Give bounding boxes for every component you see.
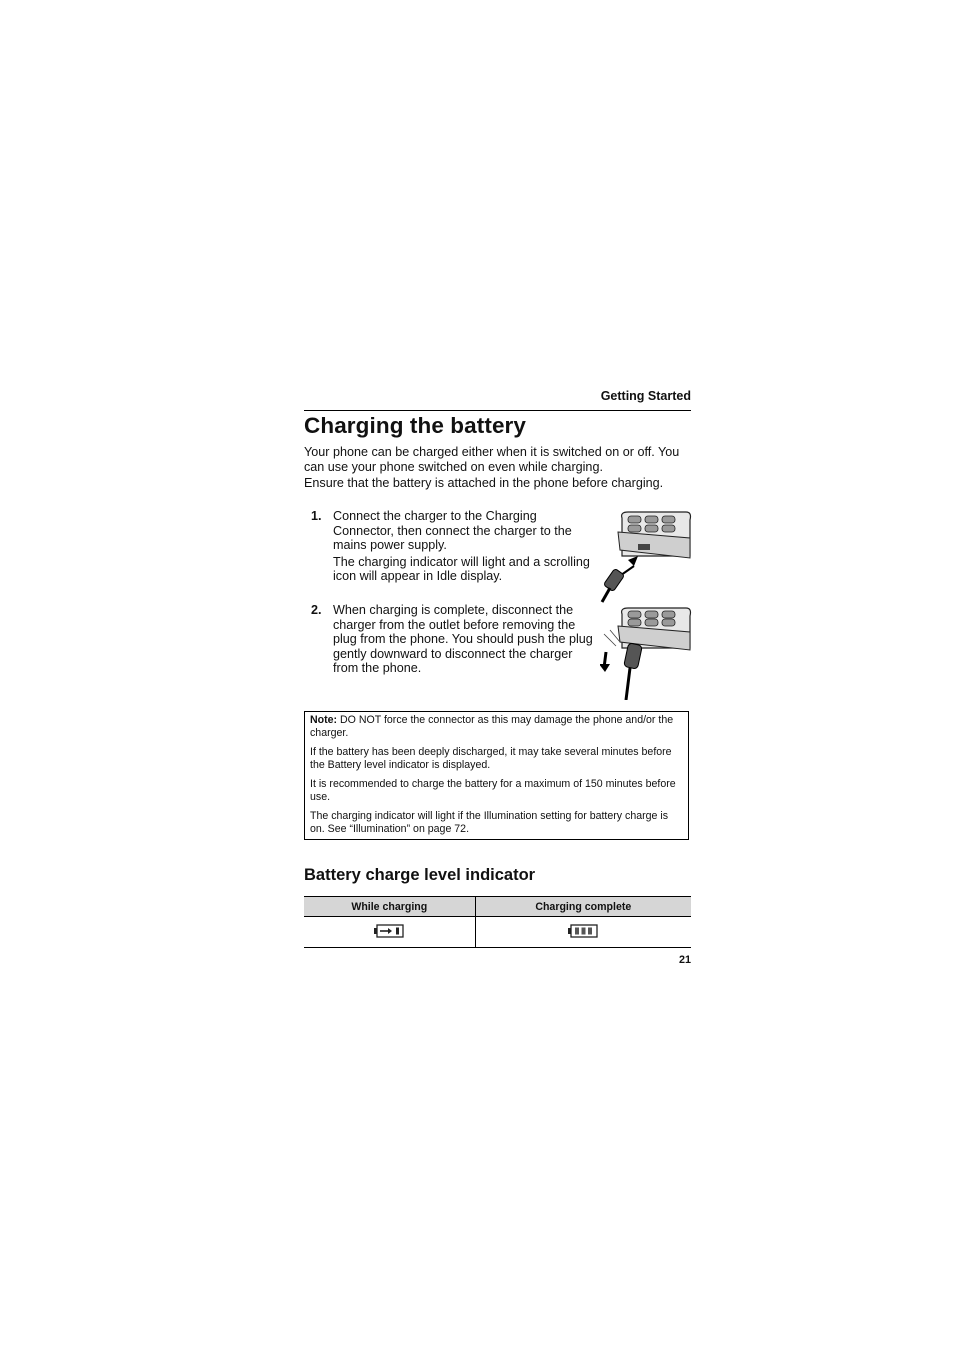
note-paragraph-2: If the battery has been deeply discharged, it may take several minutes before the Battery level indicator is displayed. [310, 746, 672, 771]
battery-charging-icon [374, 924, 404, 938]
step-number: 2. [311, 603, 322, 617]
column-header-charging-complete: Charging complete [475, 897, 691, 917]
page-number: 21 [678, 954, 691, 966]
note-box [304, 711, 689, 840]
intro-paragraph-2: Ensure that the battery is attached in the phone before charging. [304, 475, 664, 490]
note-label: Note: [310, 714, 338, 726]
step-text: When charging is complete, disconnect the charger from the outlet before removing the plug from the phone. You should push the plug gently downward to disconnect the charger from the phone. [333, 603, 593, 676]
step-number: 1. [311, 509, 322, 523]
battery-indicator-table [304, 896, 691, 948]
disconnect-charger-illustration [600, 604, 692, 700]
table-row [304, 917, 691, 948]
step-subtext: The charging indicator will light and a scrolling icon will appear in Idle display. [333, 554, 590, 584]
step-1 [304, 509, 594, 586]
note-text: DO NOT force the connector as this may damage the phone and/or the charger. [310, 714, 674, 739]
note-paragraph-1 [310, 714, 683, 740]
step-2 [304, 603, 594, 678]
battery-full-icon [568, 924, 598, 938]
note-paragraph-3: It is recommended to charge the battery for a maximum of 150 minutes before use. [310, 778, 676, 803]
section-heading: Battery charge level indicator [304, 866, 536, 884]
intro-text [304, 445, 691, 491]
intro-paragraph-1: Your phone can be charged either when it is switched on or off. You can use your phone switched on even while charging. [304, 445, 680, 475]
running-header: Getting Started [600, 389, 691, 403]
header-rule [304, 410, 691, 411]
column-header-while-charging: While charging [304, 897, 475, 917]
connect-charger-illustration [600, 508, 692, 604]
page-title: Charging the battery [304, 413, 527, 438]
note-paragraph-4: The charging indicator will light if the Illumination setting for battery charge is on. See “Illumination” on page 72. [310, 810, 669, 835]
step-text: Connect the charger to the Charging Connector, then connect the charger to the mains power supply. [333, 509, 572, 553]
